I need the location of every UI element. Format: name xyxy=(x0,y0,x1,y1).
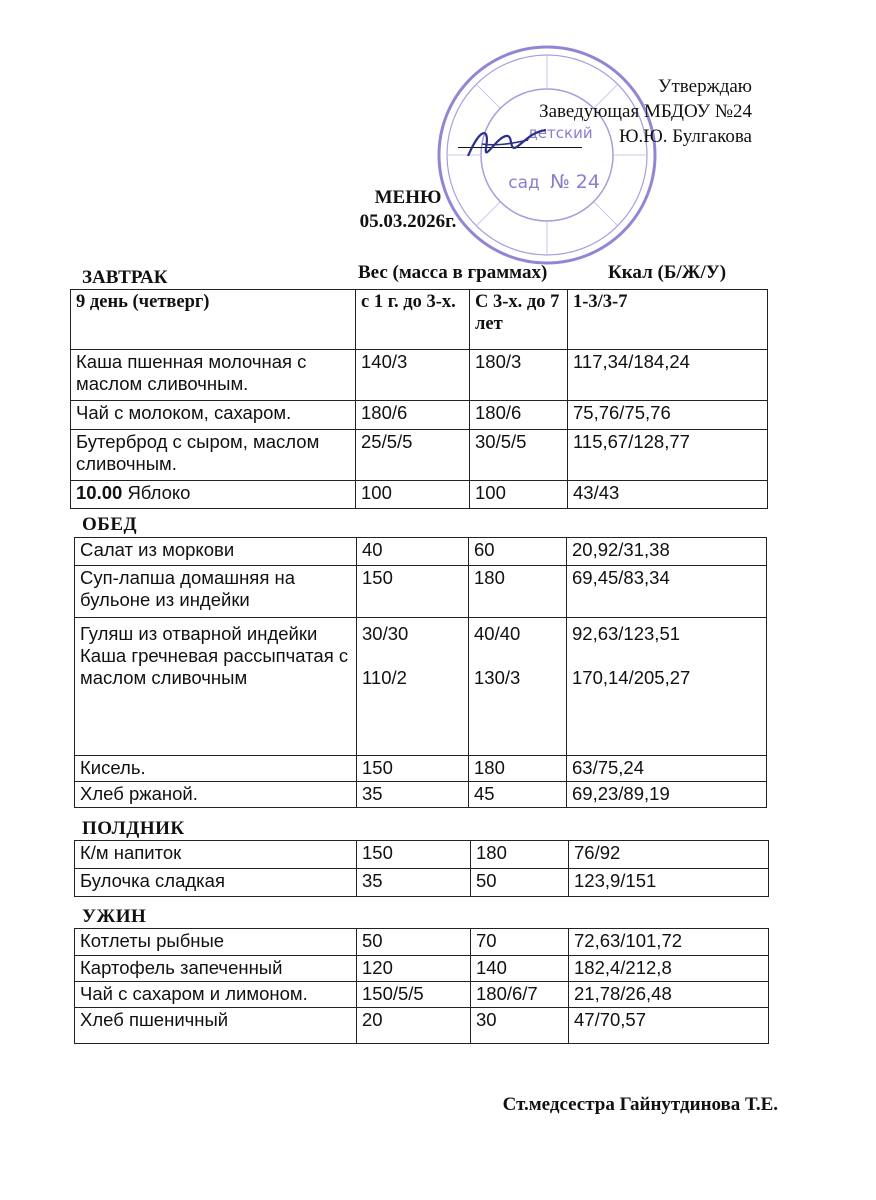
weight-1-3: 35 xyxy=(357,782,469,808)
weight-3-7: 45 xyxy=(469,782,567,808)
dish-name: К/м напиток xyxy=(75,841,357,869)
weight-3-7: 30 xyxy=(471,1008,569,1044)
dish-name-goulash: Гуляш из отварной индейки xyxy=(80,623,318,644)
table-row xyxy=(75,756,767,782)
weight-3-7: 100 xyxy=(470,481,568,509)
weight-3-7-goulash: 40/40 xyxy=(474,623,521,644)
section-lunch: ОБЕД xyxy=(82,514,138,535)
dish-name: Кисель. xyxy=(75,756,357,782)
weight-1-3: 150 xyxy=(357,756,469,782)
weight-1-3: 150 xyxy=(357,566,469,618)
dish-name-text: Яблоко xyxy=(127,482,191,503)
weight-1-3: 180/6 xyxy=(356,401,470,430)
kcal-value: 43/43 xyxy=(568,481,768,509)
weight-3-7: 180/6/7 xyxy=(471,982,569,1008)
dish-name-combo xyxy=(75,618,357,756)
dish-name xyxy=(71,481,356,509)
section-snack: ПОЛДНИК xyxy=(82,818,185,839)
kcal-ages: 1-3/3-7 xyxy=(568,290,768,350)
breakfast-rows xyxy=(70,349,768,509)
lunch-table xyxy=(74,537,767,808)
kcal-values xyxy=(567,618,767,756)
age-group-2: С 3-х. до 7 лет xyxy=(470,290,568,350)
snack-table xyxy=(74,840,769,897)
weight-3-7-buckwheat: 130/3 xyxy=(474,667,521,688)
weight-1-3: 40 xyxy=(357,538,469,566)
table-row xyxy=(75,982,769,1008)
kcal-value: 63/75,24 xyxy=(567,756,767,782)
weight-3-7: 180 xyxy=(469,566,567,618)
kcal-value: 20,92/31,38 xyxy=(567,538,767,566)
weight-3-7: 180/3 xyxy=(470,350,568,401)
weight-3-7: 180 xyxy=(469,756,567,782)
table-row xyxy=(71,430,768,481)
table-row xyxy=(75,841,769,869)
stamp-line-3: № 24 xyxy=(550,171,600,193)
table-row xyxy=(75,929,769,956)
snack-time: 10.00 xyxy=(76,482,123,503)
menu-heading: МЕНЮ xyxy=(374,187,442,208)
dish-name: Булочка сладкая xyxy=(75,869,357,897)
kcal-value: 115,67/128,77 xyxy=(568,430,768,481)
stamp-line-1: детский xyxy=(527,124,593,142)
dish-name: Чай с молоком, сахаром. xyxy=(71,401,356,430)
weight-3-7: 180/6 xyxy=(470,401,568,430)
dish-name: Хлеб пшеничный xyxy=(75,1008,357,1044)
breakfast-table xyxy=(70,289,768,350)
dinner-table xyxy=(74,928,769,1044)
kcal-value: 21,78/26,48 xyxy=(569,982,769,1008)
weight-1-3: 140/3 xyxy=(356,350,470,401)
kcal-value: 75,76/75,76 xyxy=(568,401,768,430)
dish-name: Картофель запеченный xyxy=(75,956,357,982)
kcal-value: 72,63/101,72 xyxy=(569,929,769,956)
table-row xyxy=(71,350,768,401)
weight-1-3-buckwheat: 110/2 xyxy=(362,667,407,688)
menu-title xyxy=(300,186,516,234)
weight-1-3: 25/5/5 xyxy=(356,430,470,481)
approval-line-1: Утверждаю xyxy=(658,76,752,97)
weight-3-7: 180 xyxy=(471,841,569,869)
table-row xyxy=(75,782,767,808)
weight-3-7: 70 xyxy=(471,929,569,956)
nurse-signature: Ст.медсестра Гайнутдинова Т.Е. xyxy=(502,1094,778,1115)
menu-date: 05.03.2026г. xyxy=(359,211,457,232)
weight-1-3: 35 xyxy=(357,869,471,897)
dish-name: Хлеб ржаной. xyxy=(75,782,357,808)
kcal-value: 69,45/83,34 xyxy=(567,566,767,618)
approval-line-3: Ю.Ю. Булгакова xyxy=(618,126,752,147)
kcal-value: 182,4/212,8 xyxy=(569,956,769,982)
weight-1-3: 50 xyxy=(357,929,471,956)
kcal-value: 117,34/184,24 xyxy=(568,350,768,401)
table-row xyxy=(75,1008,769,1044)
weights-1-3 xyxy=(357,618,469,756)
kcal-goulash: 92,63/123,51 xyxy=(572,623,681,644)
kcal-value: 47/70,57 xyxy=(569,1008,769,1044)
kcal-value: 69,23/89,19 xyxy=(567,782,767,808)
dish-name: Котлеты рыбные xyxy=(75,929,357,956)
table-row xyxy=(75,566,767,618)
age-group-1: с 1 г. до 3-х. xyxy=(356,290,470,350)
stamp-line-2: сад xyxy=(508,173,540,193)
approval-line-2: Заведующая МБДОУ №24 xyxy=(539,101,752,122)
weight-1-3-goulash: 30/30 xyxy=(362,623,409,644)
dish-name: Суп-лапша домашняя на бульоне из индейки xyxy=(75,566,357,618)
dish-name: Бутерброд с сыром, маслом сливочным. xyxy=(71,430,356,481)
weight-header: Вес (масса в граммах) xyxy=(358,262,548,283)
section-breakfast: ЗАВТРАК xyxy=(82,267,168,288)
kcal-value: 123,9/151 xyxy=(569,869,769,897)
weight-3-7: 140 xyxy=(471,956,569,982)
weight-1-3: 150/5/5 xyxy=(357,982,471,1008)
table-row xyxy=(75,869,769,897)
table-row xyxy=(75,618,767,756)
dish-name: Каша пшенная молочная с маслом сливочным. xyxy=(71,350,356,401)
dish-name: Чай с сахаром и лимоном. xyxy=(75,982,357,1008)
dish-name: Салат из моркови xyxy=(75,538,357,566)
table-row xyxy=(75,956,769,982)
table-row xyxy=(71,401,768,430)
dish-name-buckwheat: Каша гречневая рассыпчатая с маслом сливочным xyxy=(80,645,349,688)
table-row xyxy=(75,538,767,566)
table-row xyxy=(71,481,768,509)
kcal-buckwheat: 170,14/205,27 xyxy=(572,667,691,688)
weight-3-7: 30/5/5 xyxy=(470,430,568,481)
kcal-value: 76/92 xyxy=(569,841,769,869)
weight-1-3: 120 xyxy=(357,956,471,982)
approval-block xyxy=(539,74,752,149)
weight-3-7: 60 xyxy=(469,538,567,566)
kcal-header: Ккал (Б/Ж/У) xyxy=(608,262,727,283)
handwritten-signature xyxy=(462,118,552,168)
weight-1-3: 100 xyxy=(356,481,470,509)
section-dinner: УЖИН xyxy=(82,906,147,927)
weight-3-7: 50 xyxy=(471,869,569,897)
weight-1-3: 20 xyxy=(357,1008,471,1044)
weight-1-3: 150 xyxy=(357,841,471,869)
weights-3-7 xyxy=(469,618,567,756)
day-label: 9 день (четверг) xyxy=(71,290,356,350)
table-header-row xyxy=(71,290,768,350)
